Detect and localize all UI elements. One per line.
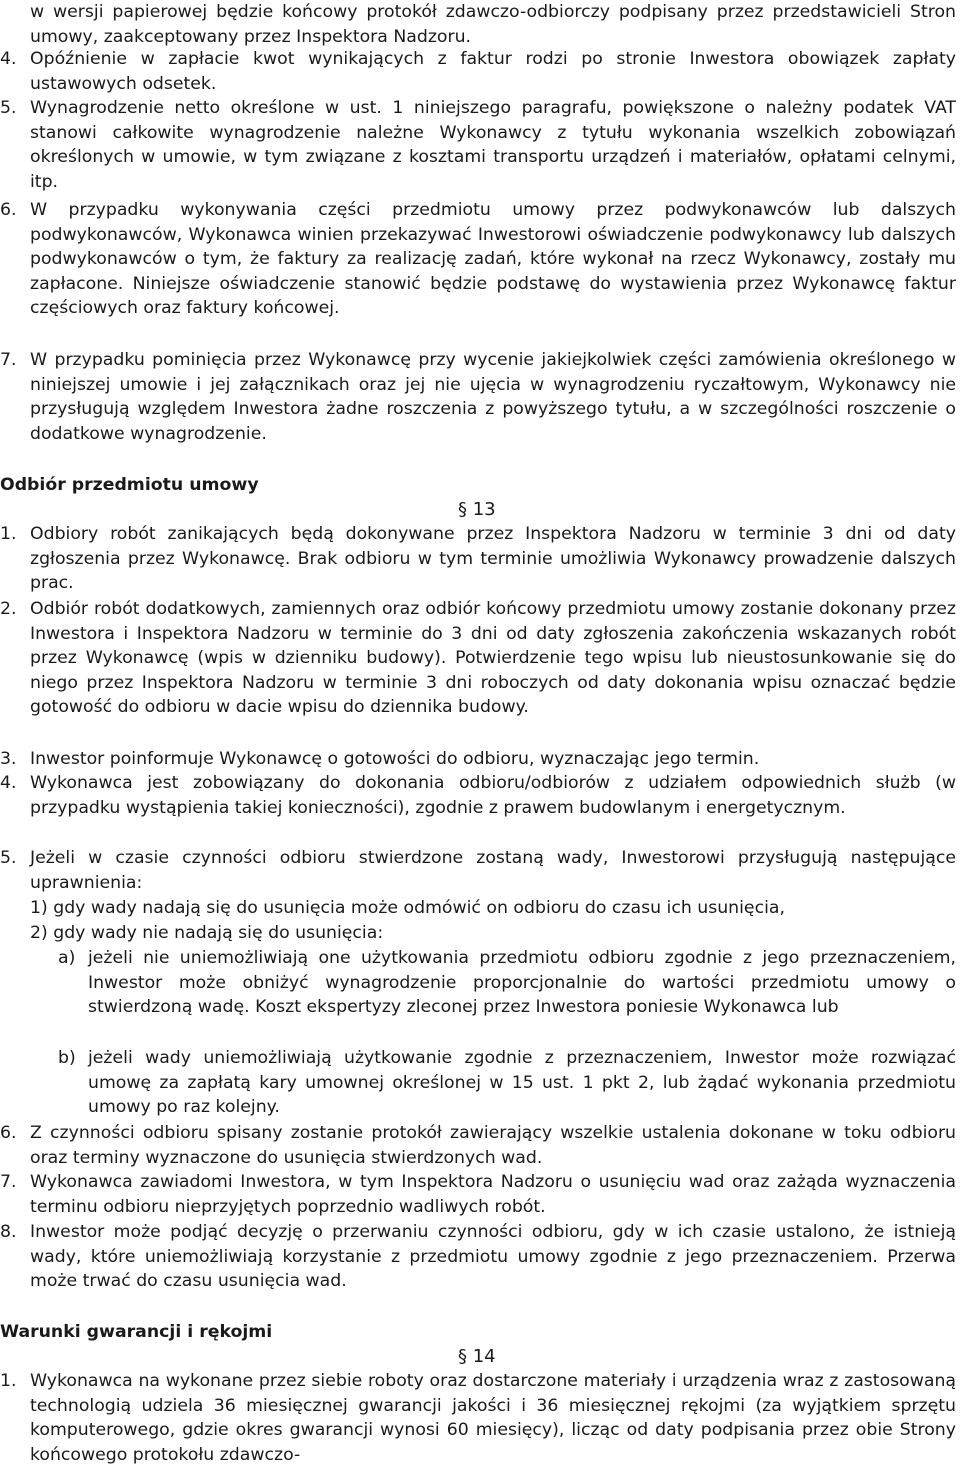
- odbior-paragraph-2: 2. Odbiór robót dodatkowych, zamiennych oraz odbiór końcowy przedmiotu umowy zostanie dokonany przez Inwestora i Inspektora Nadzoru w terminie do 3 dni od daty zgłoszenia zakończenia wskazanych robót przez Wykonawcę (wpis w dzienniku budowy). Potwierdzenie tego wpisu lub nieustosunkowanie się do niego przez Inspektora Nadzoru w terminie 3 dni roboczych od daty dokonania wpisu oznaczać będzie gotowość do odbioru w dacie wpisu do dziennika budowy.: [0, 599, 956, 717]
- paragraph-4: 4. Opóźnienie w zapłacie kwot wynikających z faktur rodzi po stronie Inwestora obowiązek zapłaty ustawowych odsetek.: [0, 49, 956, 94]
- odbior-paragraph-5-point-2b: b) jeżeli wady uniemożliwiają użytkowanie zgodnie z przeznaczeniem, Inwestor może rozwiązać umowę za zapłatą kary umownej określonej w 15 ust. 1 pkt 2, lub żądać wykonania przedmiotu umowy po raz kolejny.: [58, 1048, 956, 1117]
- section-heading-gwarancja: Warunki gwarancji i rękojmi: [0, 1322, 273, 1342]
- odbior-paragraph-5-point-2a: a) jeżeli nie uniemożliwiają one użytkowania przedmiotu odbioru zgodnie z jego przeznaczeniem, Inwestor może obniżyć wynagrodzenie proporcjonalnie do wartości przedmiotu umowy o stwierdzoną wadę. Koszt ekspertyzy zleconej przez Inwestora poniesie Wykonawca lub: [58, 948, 956, 1017]
- odbior-paragraph-5: 5. Jeżeli w czasie czynności odbioru stwierdzone zostaną wady, Inwestorowi przysługują następujące uprawnienia:: [0, 848, 956, 893]
- odbior-paragraph-8: 8. Inwestor może podjąć decyzję o przerwaniu czynności odbioru, gdy w ich czasie ustalono, że istnieją wady, które uniemożliwiają korzystanie z przedmiotu umowy zgodnie z jego przeznaczeniem. Przerwa może trwać do czasu usunięcia wad.: [0, 1222, 956, 1291]
- paragraph-7: 7. W przypadku pominięcia przez Wykonawcę przy wycenie jakiejkolwiek części zamówienia określonego w niniejszej umowie i jej załącznikach oraz jej nie ujęcia w wynagrodzeniu ryczałtowym, Wykonawcy nie przysługują względem Inwestora żadne roszczenia z powyższego tytułu, a w szczególności roszczenie o dodatkowe wynagrodzenie.: [0, 350, 956, 444]
- odbior-paragraph-4: 4. Wykonawca jest zobowiązany do dokonania odbioru/odbiorów z udziałem odpowiednich służb (w przypadku wystąpienia takiej konieczności), zgodnie z prawem budowlanym i energetycznym.: [0, 773, 956, 818]
- section-number-13: § 13: [458, 499, 496, 520]
- paragraph-6: 6. W przypadku wykonywania części przedmiotu umowy przez podwykonawców lub dalszych podwykonawców, Wykonawca winien przekazywać Inwestorowi oświadczenie podwykonawcy lub dalszych podwykonawców o tym, że faktury za realizację zadań, które wykonał na rzecz Wykonawcy, zostały mu zapłacone. Niniejsze oświadczenie stanowić będzie podstawę do wystawienia przez Wykonawcę faktur częściowych oraz faktury końcowej.: [0, 200, 956, 318]
- odbior-paragraph-1: 1. Odbiory robót zanikających będą dokonywane przez Inspektora Nadzoru w terminie 3 dni od daty zgłoszenia przez Wykonawcę. Brak odbioru w tym terminie umożliwia Wykonawcy prowadzenie dalszych prac.: [0, 524, 956, 593]
- odbior-paragraph-7: 7. Wykonawca zawiadomi Inwestora, w tym Inspektora Nadzoru o usunięciu wad oraz zażąda wyznaczenia terminu odbioru nieprzyjętych poprzednio wadliwych robót.: [0, 1172, 956, 1217]
- paragraph-5: 5. Wynagrodzenie netto określone w ust. 1 niniejszego paragrafu, powiększone o należny podatek VAT stanowi całkowite wynagrodzenie należne Wykonawcy z tytułu wykonania wszelkich zobowiązań określonych w umowie, w tym związane z kosztami transportu urządzeń i materiałów, opłatami celnymi, itp.: [0, 98, 956, 192]
- odbior-paragraph-6: 6. Z czynności odbioru spisany zostanie protokół zawierający wszelkie ustalenia dokonane w toku odbioru oraz terminy wyznaczone do usunięcia stwierdzonych wad.: [0, 1123, 956, 1168]
- paragraph-continuation: w wersji papierowej będzie końcowy protokół zdawczo-odbiorczy podpisany przez przedstawicieli Stron umowy, zaakceptowany przez Inspektora Nadzoru.: [30, 2, 956, 47]
- gwarancja-paragraph-1: 1. Wykonawca na wykonane przez siebie roboty oraz dostarczone materiały i urządzenia wraz z zastosowaną technologią udziela 36 miesięcznej gwarancji jakości i 36 miesięcznej rękojmi (za wyjątkiem sprzętu komputerowego, gdzie okres gwarancji wynosi 60 miesięcy), licząc od daty podpisania przez obie Strony końcowego protokołu zdawczo-: [0, 1371, 956, 1465]
- odbior-paragraph-3: 3. Inwestor poinformuje Wykonawcę o gotowości do odbioru, wyznaczając jego termin.: [0, 749, 760, 769]
- section-heading-odbior: Odbiór przedmiotu umowy: [0, 475, 259, 495]
- odbior-paragraph-5-point-2: 2) gdy wady nie nadają się do usunięcia:: [30, 923, 384, 943]
- odbior-paragraph-5-point-1: 1) gdy wady nadają się do usunięcia może odmówić on odbioru do czasu ich usunięcia,: [30, 898, 785, 918]
- section-number-14: § 14: [458, 1346, 496, 1367]
